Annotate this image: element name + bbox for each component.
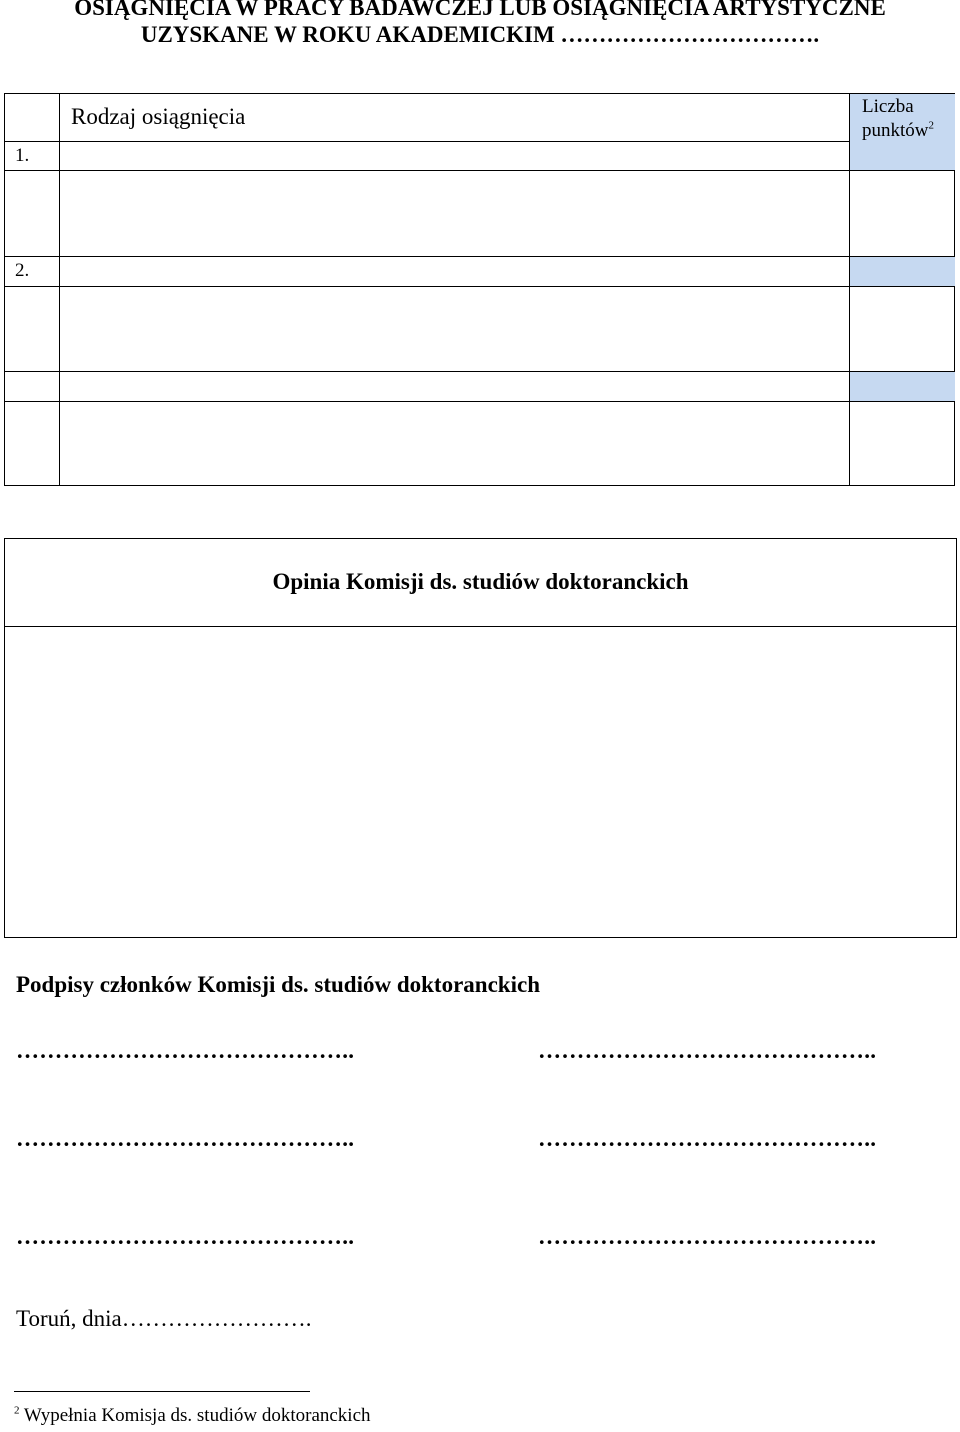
opinion-title: Opinia Komisji ds. studiów doktoranckich [272,569,689,594]
table-row-2-top-rule [5,256,954,257]
achievement-type-cell-1[interactable] [60,171,849,256]
table-header-rule [5,141,849,142]
footnote-rule [14,1391,310,1392]
signatures-heading: Podpisy członków Komisji ds. studiów doktoranckich [16,972,540,997]
achievement-type-cell-3[interactable] [60,402,849,486]
footnote-marker: 2 [14,1404,20,1417]
signature-line-6[interactable]: …………………………………….. [538,1224,877,1249]
signature-line-3[interactable]: …………………………………….. [16,1126,355,1151]
column-header-points [862,95,934,143]
row-number-1: 1. [15,145,30,166]
achievements-table [4,93,955,486]
footnote-text: Wypełnia Komisja ds. studiów doktoranckich [23,1405,371,1426]
achievement-type-cell-2[interactable] [60,287,849,371]
opinion-content-area[interactable] [5,627,956,937]
signature-line-2[interactable]: …………………………………….. [538,1038,877,1063]
table-row-3-top-rule [5,371,954,372]
opinion-box [4,538,957,938]
points-cell-row-2[interactable] [850,257,955,286]
signature-line-5[interactable]: …………………………………….. [16,1224,355,1249]
column-header-points-line-1: Liczba [862,96,914,117]
signature-line-4[interactable]: …………………………………….. [538,1126,877,1151]
document-title [0,0,960,48]
points-cell-row-3[interactable] [850,372,955,401]
footnote-reference: 2 [928,119,934,132]
place-date-line[interactable]: Toruń, dnia……………………. [16,1306,312,1331]
document-title-line-1: OSIĄGNIĘCIA W PRACY BADAWCZEJ LUB OSIĄGNIĘCIA ARTYSTYCZNE [74,0,886,20]
column-header-points-line-2: punktów [862,120,929,141]
footnote [14,1405,371,1427]
document-title-line-2: UZYSKANE W ROKU AKADEMICKIM ……………………………. [140,22,820,47]
row-number-2: 2. [15,260,30,281]
signature-line-1[interactable]: …………………………………….. [16,1038,355,1063]
column-header-type: Rodzaj osiągnięcia [71,104,246,129]
